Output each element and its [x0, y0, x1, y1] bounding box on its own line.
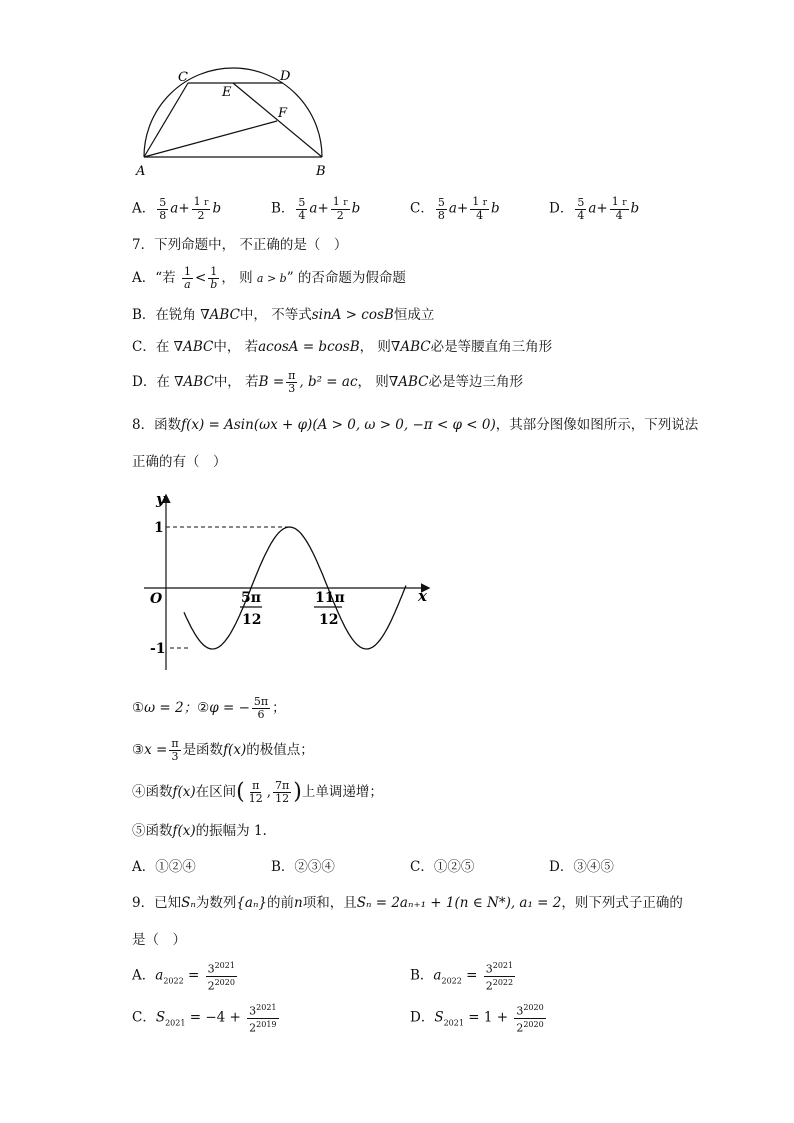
label-D: D: [280, 69, 291, 84]
tick-11pi-den: 12: [319, 612, 339, 628]
q8-option-d[interactable]: D．③④⑤: [549, 859, 614, 875]
tick-m1: -1: [150, 641, 166, 657]
sine-graph: [140, 488, 440, 678]
q7-option-d[interactable]: D．在 ∇ABC中， 若B = $\frac{\pi}{3}$ , b² = ac， 则∇ABC必是等边三角形: [132, 369, 523, 395]
label-A: A: [136, 164, 146, 179]
label-F: F: [278, 106, 288, 121]
origin-label: O: [150, 591, 163, 607]
y-axis-label: y: [156, 490, 165, 508]
q6-options: [132, 190, 692, 224]
tick-11pi-num: 11π: [315, 590, 345, 606]
segment-AC: [144, 83, 188, 157]
q8-statement-4: ④函数f(x)在区间( $\frac{\pi}{12}$ , $\frac{7\pi}{12}$ )上单调递增；: [132, 779, 383, 805]
label-B: B: [316, 164, 326, 179]
q7-option-a[interactable]: A．“若 $\frac{1}{a}$ < $\frac{1}{b}$ ， 则 a > b” 的否命题为假命题: [132, 265, 406, 291]
q7-stem: 7．下列命题中， 不正确的是（ ）: [132, 237, 348, 253]
label-E: E: [222, 85, 232, 100]
q8-statement-1-2: ①ω = 2；②φ = − $\frac{5\pi}{6}$ ；: [132, 695, 286, 721]
q9-stem-line1: 9．已知Sₙ为数列{aₙ}的前n项和，且Sₙ = 2aₙ₊₁ + 1(n ∈ N*), a₁ = 2，则下列式子正确的: [132, 895, 683, 911]
segment-AF: [144, 121, 277, 157]
q9-option-d[interactable]: D．$S_{2021} = 1$ + $\frac{3^{2020}}{2^{2020}}$: [410, 1003, 544, 1035]
label-C: C: [178, 70, 188, 85]
tick-5pi-num: 5π: [241, 590, 261, 606]
q8-statement-5: ⑤函数f(x)的振幅为 1.: [132, 823, 267, 839]
q8-statement-3: ③x = $\frac{\pi}{3}$ 是函数f(x)的极值点；: [132, 737, 314, 763]
q8-option-a[interactable]: A．①②④: [132, 859, 196, 875]
q6-option-b[interactable]: B． $\frac{5}{4}$ a+ $\frac{1 r}{2}$ b: [271, 195, 361, 222]
x-axis-label: x: [418, 587, 427, 605]
q9-option-a[interactable]: A．$a_{2022}$ = $\frac{3^{2021}}{2^{2020}}$: [132, 961, 235, 993]
semicircle-figure: [128, 60, 348, 184]
q9-option-b[interactable]: B．$a_{2022}$ = $\frac{3^{2021}}{2^{2022}}$: [410, 961, 514, 993]
q9-option-c[interactable]: C．$S_{2021} = -4$ + $\frac{3^{2021}}{2^{2019}}$: [132, 1003, 277, 1035]
q7-option-c[interactable]: C．在 ∇ABC中， 若acosA = bcosB， 则∇ABC必是等腰直角三角形: [132, 339, 553, 355]
q6-option-d[interactable]: D． $\frac{5}{4}$ a+ $\frac{1 r}{4}$ b: [549, 195, 640, 222]
q7-option-b[interactable]: B．在锐角 ∇ABC中， 不等式sinA > cosB恒成立: [132, 307, 435, 323]
q6-option-a[interactable]: A． $\frac{5}{8}$ a+ $\frac{1 r}{2}$ b: [132, 195, 222, 222]
tick-1: 1: [154, 520, 164, 536]
q8-stem-line2: 正确的有（ ）: [132, 454, 227, 470]
tick-5pi-den: 12: [242, 612, 262, 628]
q8-stem-line1: 8．函数f(x) = Asin(ωx + φ)(A > 0, ω > 0, −π < φ < 0)，其部分图像如图所示，下列说法: [132, 417, 699, 433]
q8-option-c[interactable]: C．①②⑤: [410, 859, 475, 875]
q6-option-c[interactable]: C． $\frac{5}{8}$ a+ $\frac{1 r}{4}$ b: [410, 195, 500, 222]
q9-stem-line2: 是（ ）: [132, 932, 186, 948]
q8-option-b[interactable]: B．②③④: [271, 859, 335, 875]
